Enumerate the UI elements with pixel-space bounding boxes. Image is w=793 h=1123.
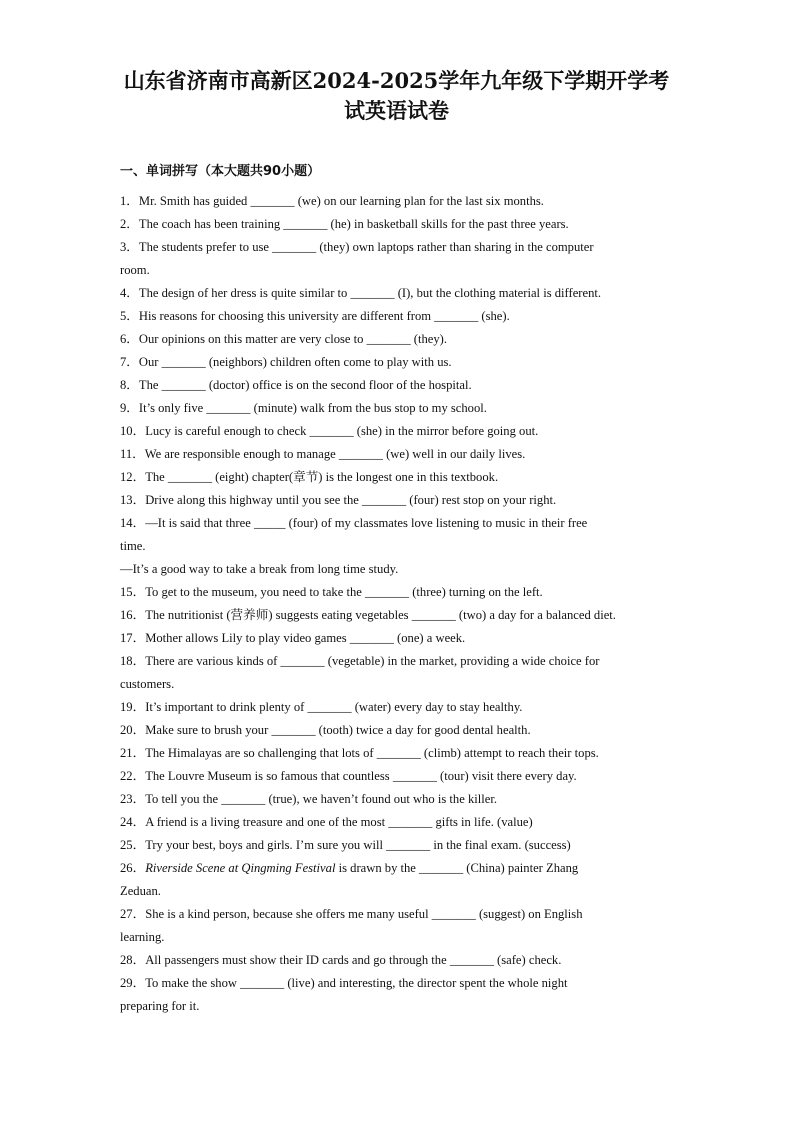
- question-item: [120, 811, 680, 834]
- question-item: [120, 742, 680, 765]
- question-number: 8．: [120, 378, 139, 392]
- question-text: A friend is a living treasure and one of the most _______ gifts in life. (value): [145, 815, 533, 829]
- question-text: Make sure to brush your _______ (tooth) twice a day for good dental health.: [145, 723, 531, 737]
- question-text: Try your best, boys and girls. I’m sure you will _______ in the final exam. (success): [145, 838, 571, 852]
- question-continuation: time.: [120, 539, 146, 553]
- question-continuation: learning.: [120, 930, 165, 944]
- question-item: [120, 949, 680, 972]
- question-number: 29．: [120, 976, 146, 990]
- question-number: 11．: [120, 447, 145, 461]
- question-number: 9．: [120, 401, 139, 415]
- question-text: Drive along this highway until you see the _______ (four) rest stop on your right.: [145, 493, 557, 507]
- question-continuation: —It’s a good way to take a break from long time study.: [120, 562, 399, 576]
- question-item: [120, 788, 680, 811]
- question-item: [120, 443, 680, 466]
- question-item: [120, 834, 680, 857]
- question-text: His reasons for choosing this university are different from _______ (she).: [138, 309, 510, 323]
- title-line-1: 山东省济南市高新区2024-2025学年九年级下学期开学考: [123, 68, 670, 93]
- question-item: [120, 236, 680, 259]
- question-text: It’s only five _______ (minute) walk from the bus stop to my school.: [138, 401, 487, 415]
- question-text: The design of her dress is quite similar to _______ (I), but the clothing material is different.: [138, 286, 602, 300]
- question-continuation: preparing for it.: [120, 999, 200, 1013]
- question-item: [120, 719, 680, 742]
- question-text: The _______ (doctor) office is on the second floor of the hospital.: [138, 378, 472, 392]
- question-text: Lucy is careful enough to check _______ (she) in the mirror before going out.: [145, 424, 539, 438]
- question-text: is drawn by the _______ (China) painter Zhang: [335, 861, 579, 875]
- question-number: 1．: [120, 194, 139, 208]
- question-text: To tell you the _______ (true), we haven’t found out who is the killer.: [145, 792, 497, 806]
- question-item: [120, 397, 680, 420]
- question-number: 18．: [120, 654, 146, 668]
- question-number: 15．: [120, 585, 146, 599]
- question-item: [120, 512, 680, 535]
- question-item: [120, 903, 680, 926]
- question-number: 24．: [120, 815, 146, 829]
- question-text: The students prefer to use _______ (they) own laptops rather than sharing in the computer: [138, 240, 594, 254]
- question-item: [120, 857, 680, 880]
- question-item: [120, 627, 680, 650]
- question-number: 5．: [120, 309, 139, 323]
- question-text: —It is said that three _____ (four) of my classmates love listening to music in their free: [145, 516, 588, 530]
- question-item: [120, 213, 680, 236]
- question-number: 4．: [120, 286, 139, 300]
- question-number: 23．: [120, 792, 146, 806]
- question-number: 3．: [120, 240, 139, 254]
- question-text: We are responsible enough to manage _______ (we) well in our daily lives.: [144, 447, 526, 461]
- question-text: The Himalayas are so challenging that lots of _______ (climb) attempt to reach their tops.: [145, 746, 599, 760]
- question-text: Mother allows Lily to play video games _______ (one) a week.: [145, 631, 466, 645]
- question-item: [120, 650, 680, 673]
- question-number: 26．: [120, 861, 146, 875]
- question-item: [120, 489, 680, 512]
- question-text: The nutritionist (营养师) suggests eating vegetables _______ (two) a day for a balanced diet.: [145, 608, 616, 622]
- question-text: All passengers must show their ID cards and go through the _______ (safe) check.: [145, 953, 562, 967]
- question-list: [120, 190, 680, 1018]
- question-text: She is a kind person, because she offers me many useful _______ (suggest) on English: [145, 907, 583, 921]
- question-number: 13．: [120, 493, 146, 507]
- question-italic-title: Riverside Scene at Qingming Festival: [145, 861, 336, 875]
- question-number: 22．: [120, 769, 146, 783]
- section-heading: 一、单词拼写（本大题共90小题）: [120, 164, 321, 179]
- question-number: 10．: [120, 424, 146, 438]
- question-number: 6．: [120, 332, 139, 346]
- question-number: 27．: [120, 907, 146, 921]
- question-number: 14．: [120, 516, 146, 530]
- question-continuation: room.: [120, 263, 150, 277]
- question-text: Our opinions on this matter are very close to _______ (they).: [138, 332, 448, 346]
- question-text: The Louvre Museum is so famous that countless _______ (tour) visit there every day.: [145, 769, 577, 783]
- question-item: [120, 972, 680, 995]
- question-number: 17．: [120, 631, 146, 645]
- question-item: [120, 466, 680, 489]
- title-line-2: 试英语试卷: [344, 98, 449, 123]
- question-number: 16．: [120, 608, 146, 622]
- question-text: It’s important to drink plenty of _______ (water) every day to stay healthy.: [145, 700, 523, 714]
- question-item: [120, 328, 680, 351]
- question-text: To get to the museum, you need to take the _______ (three) turning on the left.: [145, 585, 543, 599]
- page-title: [100, 66, 693, 126]
- question-item: [120, 696, 680, 719]
- question-continuation: Zeduan.: [120, 884, 161, 898]
- question-number: 2．: [120, 217, 139, 231]
- question-item: [120, 305, 680, 328]
- question-text: To make the show _______ (live) and interesting, the director spent the whole night: [145, 976, 568, 990]
- question-text: Mr. Smith has guided _______ (we) on our learning plan for the last six months.: [138, 194, 544, 208]
- question-item: [120, 351, 680, 374]
- question-item: [120, 190, 680, 213]
- question-number: 21．: [120, 746, 146, 760]
- question-number: 28．: [120, 953, 146, 967]
- question-item: [120, 581, 680, 604]
- question-number: 12．: [120, 470, 146, 484]
- question-number: 20．: [120, 723, 146, 737]
- question-number: 19．: [120, 700, 146, 714]
- question-continuation: customers.: [120, 677, 175, 691]
- question-text: Our _______ (neighbors) children often come to play with us.: [138, 355, 452, 369]
- question-item: [120, 604, 680, 627]
- question-number: 25．: [120, 838, 146, 852]
- question-item: [120, 374, 680, 397]
- question-item: [120, 765, 680, 788]
- question-text: There are various kinds of _______ (vegetable) in the market, providing a wide choice for: [145, 654, 600, 668]
- question-item: [120, 282, 680, 305]
- question-text: The _______ (eight) chapter(章节) is the longest one in this textbook.: [145, 470, 499, 484]
- question-number: 7．: [120, 355, 139, 369]
- question-text: The coach has been training _______ (he) in basketball skills for the past three years.: [138, 217, 569, 231]
- question-item: [120, 420, 680, 443]
